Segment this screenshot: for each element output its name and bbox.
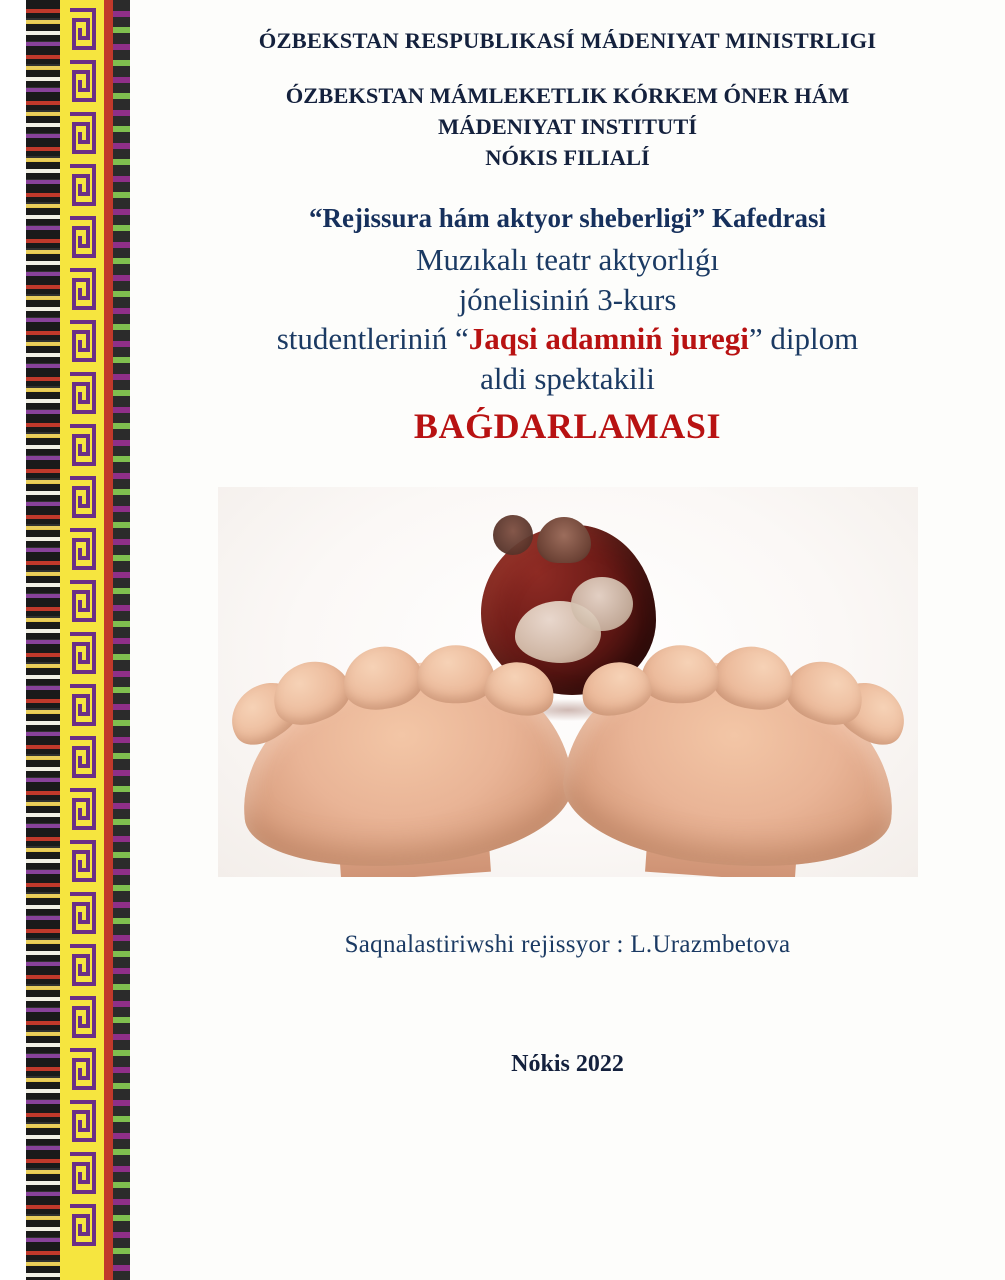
meander-icon xyxy=(64,6,100,52)
meander-icon xyxy=(64,942,100,988)
meander-icon xyxy=(64,1150,100,1196)
play-title: Jaqsi adamniń juregi xyxy=(468,321,749,357)
meander-icon xyxy=(64,474,100,520)
heart-vessel-secondary xyxy=(493,515,533,555)
meander-icon xyxy=(64,786,100,832)
ornament-red-stripe xyxy=(104,0,113,1280)
meander-icon xyxy=(64,734,100,780)
department-heading: “Rejissura hám aktyor sheberligi” Kafedrasi xyxy=(309,203,826,234)
description-line-4: aldi spektakili xyxy=(480,361,655,397)
ornament-side-band xyxy=(113,0,130,1280)
place-and-year: Nókis 2022 xyxy=(511,1050,624,1077)
meander-icon xyxy=(64,890,100,936)
meander-icon xyxy=(64,266,100,312)
palm-left xyxy=(230,648,579,877)
institute-line-2: MÁDENIYAT INSTITUTÍ xyxy=(437,114,698,140)
institute-heading xyxy=(130,80,1005,173)
meander-icon xyxy=(64,214,100,260)
meander-icon xyxy=(64,1202,100,1248)
ornamental-border xyxy=(0,0,130,1280)
meander-icon xyxy=(64,162,100,208)
meander-icon xyxy=(64,682,100,728)
meander-icon xyxy=(64,630,100,676)
director-credit: Saqnalastiriwshi rejissyor : L.Urazmbetova xyxy=(344,930,791,958)
finger xyxy=(337,640,427,715)
meander-icon xyxy=(64,1098,100,1144)
hands-holding-heart-image xyxy=(218,487,918,877)
description-line-3-prefix: studentleriniń “ xyxy=(276,321,469,357)
meander-icon xyxy=(64,838,100,884)
meander-icon xyxy=(64,526,100,572)
description-line-1: Muzıkalı teatr aktyorlıǵı xyxy=(415,242,720,278)
ornament-dark-band xyxy=(26,0,60,1280)
finger xyxy=(641,645,719,703)
description-line-3-suffix: ” diplom xyxy=(748,321,859,357)
finger xyxy=(416,645,494,703)
description-line-2: jónelisiniń 3-kurs xyxy=(458,281,677,317)
cover-content xyxy=(130,0,1005,1280)
palm-right xyxy=(556,648,905,877)
finger xyxy=(708,640,798,715)
ornament-white-edge xyxy=(0,0,26,1280)
meander-icon xyxy=(64,58,100,104)
description-line-3 xyxy=(130,319,1005,359)
production-description xyxy=(130,240,1005,449)
meander-icon xyxy=(64,370,100,416)
meander-icon xyxy=(64,318,100,364)
institute-line-1: ÓZBEKSTAN MÁMLEKETLIK KÓRKEM ÓNER HÁM xyxy=(285,83,850,108)
meander-icon xyxy=(64,422,100,468)
ornament-yellow-meander-band xyxy=(60,0,104,1280)
meander-icon xyxy=(64,578,100,624)
meander-icon xyxy=(64,1046,100,1092)
meander-icon xyxy=(64,110,100,156)
institute-line-3: NÓKIS FILIALÍ xyxy=(485,145,650,171)
hands-graphic xyxy=(218,607,918,877)
ministry-heading: ÓZBEKSTAN RESPUBLIKASÍ MÁDENIYAT MINISTRLIGI xyxy=(258,28,877,53)
heart-vessel-main xyxy=(537,517,591,563)
program-word: BAǴDARLAMASI xyxy=(413,405,722,446)
meander-icon xyxy=(64,994,100,1040)
